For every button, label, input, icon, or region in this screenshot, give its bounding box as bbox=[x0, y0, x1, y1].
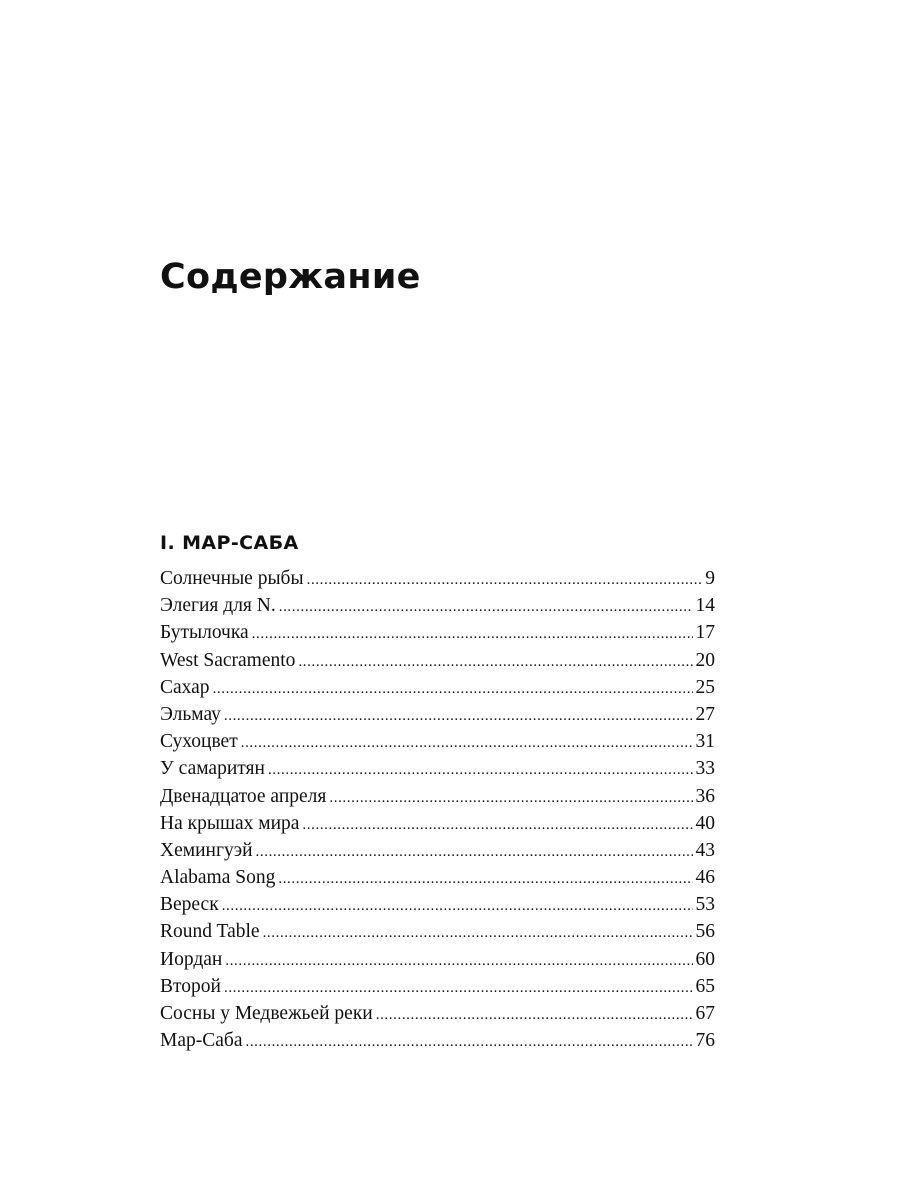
table-of-contents bbox=[160, 529, 715, 1054]
dot-leader bbox=[329, 785, 692, 812]
toc-entry-page-number: 17 bbox=[695, 622, 715, 644]
dot-leader bbox=[224, 703, 693, 730]
dot-leader bbox=[241, 730, 693, 757]
toc-entry-page-number: 60 bbox=[695, 948, 715, 970]
toc-entry bbox=[160, 1000, 715, 1027]
toc-entry bbox=[160, 674, 715, 701]
toc-entry-title: Сосны у Медвежьей реки bbox=[160, 1003, 373, 1024]
toc-entry-page-number: 76 bbox=[695, 1030, 715, 1052]
toc-entry bbox=[160, 565, 715, 592]
dot-leader bbox=[302, 812, 692, 839]
toc-entry bbox=[160, 1027, 715, 1054]
toc-entry-page-number: 20 bbox=[695, 649, 715, 671]
toc-entry-title: Бутылочка bbox=[160, 622, 249, 644]
toc-entry-title: Сахар bbox=[160, 676, 210, 698]
dot-leader bbox=[376, 1002, 693, 1029]
toc-entry-title: West Sacramento bbox=[160, 649, 296, 671]
toc-entry-page-number: 36 bbox=[695, 785, 715, 807]
dot-leader bbox=[252, 621, 693, 648]
toc-entry-page-number: 14 bbox=[695, 595, 715, 617]
dot-leader bbox=[279, 594, 693, 621]
dot-leader bbox=[278, 866, 692, 893]
toc-entry-title: Round Table bbox=[160, 921, 260, 943]
toc-entry-title: Мар-Саба bbox=[160, 1030, 243, 1052]
page-title: Содержание bbox=[160, 257, 421, 297]
toc-entry-page-number: 67 bbox=[695, 1003, 715, 1024]
dot-leader bbox=[268, 757, 693, 784]
dot-leader bbox=[298, 649, 692, 676]
toc-entry-page-number: 43 bbox=[695, 839, 715, 861]
toc-entry bbox=[160, 728, 715, 755]
toc-entry-page-number: 27 bbox=[695, 703, 715, 725]
toc-entry-title: Солнечные рыбы bbox=[160, 568, 304, 589]
toc-entry bbox=[160, 918, 715, 945]
toc-entry bbox=[160, 864, 715, 891]
toc-entry-page-number: 40 bbox=[695, 812, 715, 834]
toc-entry-title: На крышах мира bbox=[160, 812, 300, 834]
dot-leader bbox=[245, 1029, 692, 1056]
toc-entry-page-number: 31 bbox=[695, 731, 715, 753]
dot-leader bbox=[224, 975, 693, 1002]
dot-leader bbox=[256, 839, 693, 866]
toc-entry-page-number: 33 bbox=[695, 758, 715, 780]
toc-entry bbox=[160, 592, 715, 619]
toc-entry bbox=[160, 810, 715, 837]
dot-leader bbox=[263, 920, 693, 947]
toc-entry-page-number: 25 bbox=[695, 676, 715, 698]
toc-entry-title: Сухоцвет bbox=[160, 731, 238, 753]
toc-entry-title: Двенадцатое апреля bbox=[160, 785, 327, 807]
toc-entry-title: У самаритян bbox=[160, 758, 265, 780]
toc-entry-page-number: 53 bbox=[695, 894, 715, 916]
toc-entry-page-number: 65 bbox=[695, 975, 715, 997]
toc-entry-title: Вереск bbox=[160, 894, 219, 916]
toc-entry-title: Alabama Song bbox=[160, 867, 276, 889]
section-heading: I. МАР-САБА bbox=[160, 532, 299, 554]
dot-leader bbox=[213, 676, 693, 703]
toc-entry-title: Элегия для N. bbox=[160, 595, 276, 617]
toc-entry-page-number: 56 bbox=[695, 921, 715, 943]
toc-entry bbox=[160, 701, 715, 728]
toc-entry bbox=[160, 891, 715, 918]
toc-entry-title: Эльмау bbox=[160, 703, 221, 725]
toc-entry bbox=[160, 946, 715, 973]
toc-entry bbox=[160, 783, 715, 810]
toc-entry-title: Второй bbox=[160, 975, 221, 997]
toc-entry-title: Хемингуэй bbox=[160, 839, 253, 861]
dot-leader bbox=[225, 948, 692, 975]
toc-entry-list bbox=[160, 565, 715, 1054]
toc-entry bbox=[160, 619, 715, 646]
toc-entry-page-number: 46 bbox=[695, 867, 715, 889]
toc-entry-title: Иордан bbox=[160, 948, 223, 970]
toc-entry bbox=[160, 755, 715, 782]
toc-entry bbox=[160, 647, 715, 674]
toc-entry-page-number: 9 bbox=[705, 568, 715, 589]
toc-entry bbox=[160, 973, 715, 1000]
toc-entry bbox=[160, 837, 715, 864]
dot-leader bbox=[222, 893, 693, 920]
dot-leader bbox=[307, 567, 703, 594]
